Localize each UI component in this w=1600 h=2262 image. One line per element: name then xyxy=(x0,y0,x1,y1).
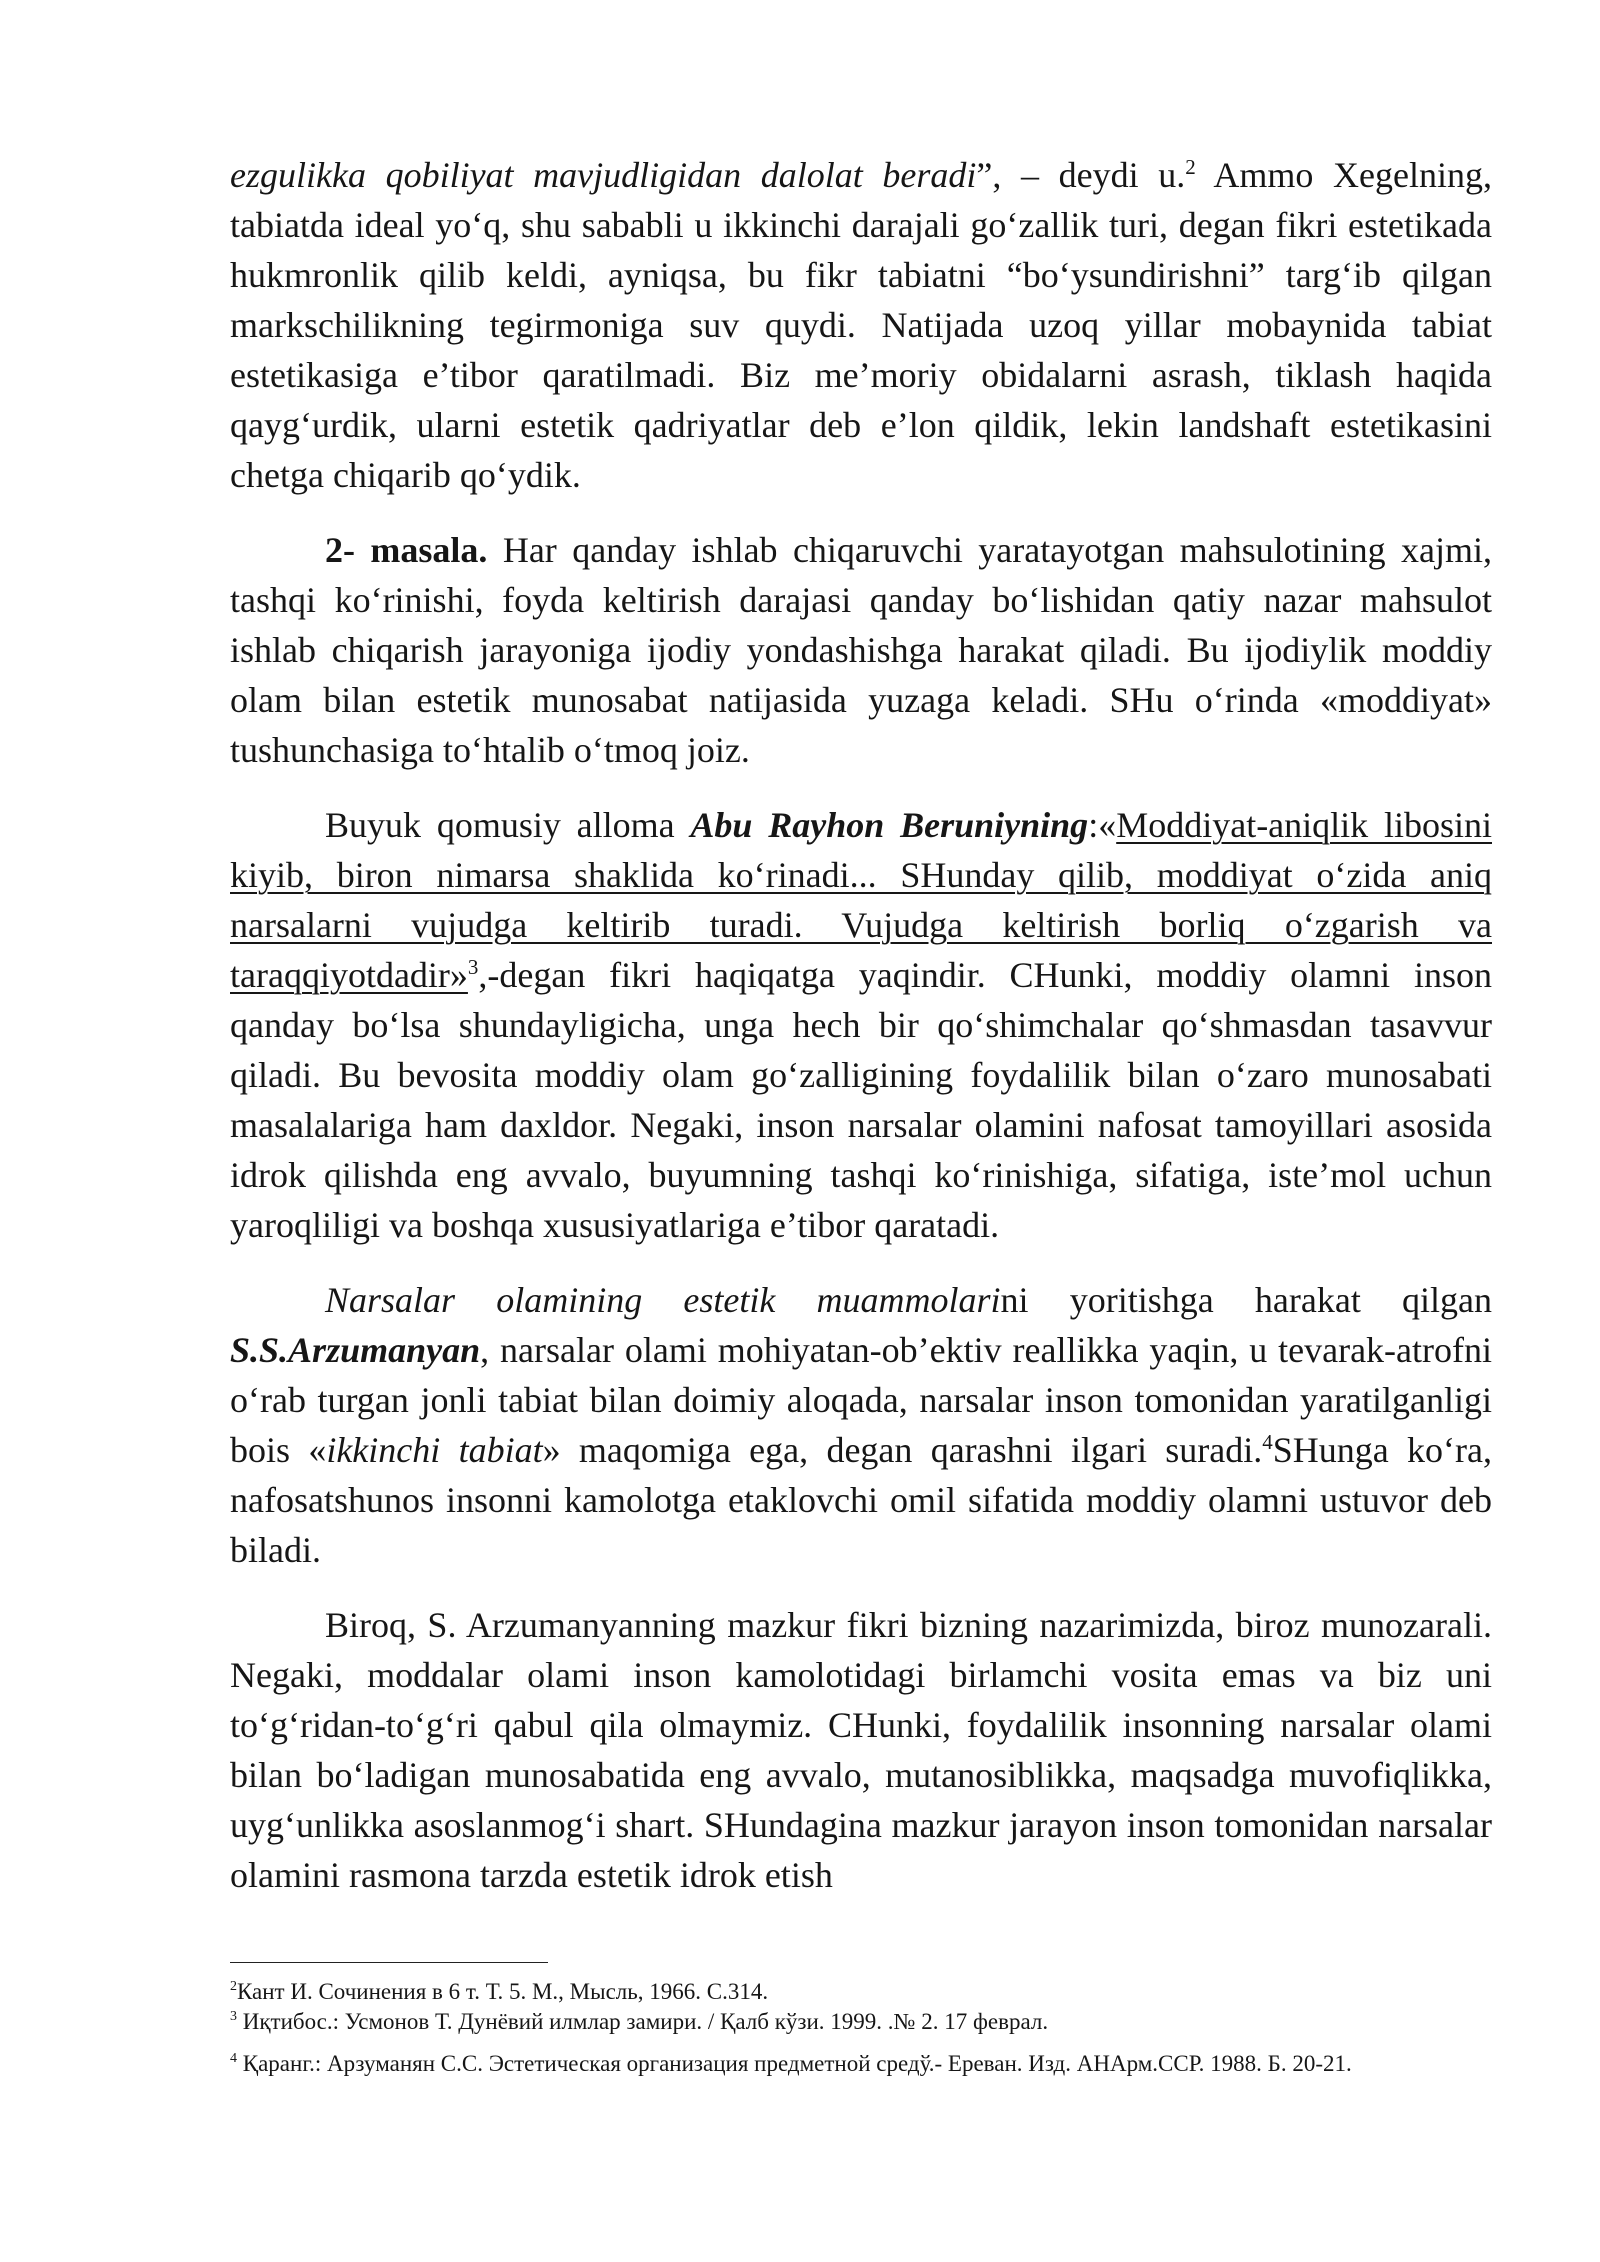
footnote-4 xyxy=(230,2049,1492,2079)
footnote-separator xyxy=(230,1962,548,1963)
paragraph-text: ”, – deydi u. xyxy=(976,155,1186,195)
paragraph-5: Biroq, S. Arzumanyanning mazkur fikri bizning nazarimizda, biroz munozarali. Negaki, moddalar olami inson kamolotidagi birlamchi vosita emas va biz uni to‘g‘ridan-to‘g‘ri qabul qila olmaymiz. CHunki, foydalilik insonning narsalar olami bilan bo‘ladigan munosabatida eng avvalo, mutanosiblikka, maqsadga muvofiqlikka, uyg‘unlikka asoslanmog‘i shart. SHundagina mazkur jarayon inson tomonidan narsalar olamini rasmona tarzda estetik idrok etish xyxy=(230,1605,1492,1895)
paragraph-4 xyxy=(230,1275,1492,1575)
paragraph-2 xyxy=(230,525,1492,775)
paragraph-text: ni yoritishga harakat qilgan xyxy=(1000,1280,1492,1320)
paragraph-text: Buyuk qomusiy alloma xyxy=(325,805,691,845)
paragraph-text: Ammo Xegelning, tabiatda ideal yo‘q, shu sababli u ikkinchi darajali go‘zallik turi, degan fikri estetikada hukmronlik qilib keldi, ayniqsa, bu fikr tabiatni “bo‘ysundirishni” targ‘ib qilgan markschilikning tegirmoniga suv quydi. Natijada uzoq yillar mobaynida tabiat estetikasiga e’tibor qaratilmadi. Biz me’moriy obidalarni asrash, tiklash haqida qayg‘urdik, ularni estetik qadriyatlar deb e’lon qildik, lekin landshaft estetikasini chetga chiqarib qo‘ydik. xyxy=(230,155,1492,495)
italic-term: ikkinchi tabiat xyxy=(326,1430,543,1470)
paragraph-1 xyxy=(230,150,1492,500)
paragraph-3 xyxy=(230,800,1492,1250)
footnotes xyxy=(230,1977,1492,2079)
footnote-text: Кант И. Сочинения в 6 т. Т. 5. М., Мысль, 1966. С.314. xyxy=(237,1979,769,2004)
issue-heading: 2- masala. xyxy=(325,530,488,570)
footnote-ref-4: 4 xyxy=(1262,1430,1273,1454)
footnote-text: Қаранг.: Арзуманян С.С. Эстетическая организация предметной средў.- Ереван. Изд. АНАрм.ССР. 1988. Б. 20-21. xyxy=(237,2051,1352,2076)
underlined-quote: Moddiyat-aniqlik libosini kiyib, biron nimarsa shaklida ko‘rinadi... SHunday qilib, moddiyat o‘zida aniq narsalarni vujudga keltirib turadi. Vujudga keltirish borliq o‘zgarish va taraqqiyotdadir» xyxy=(230,805,1492,995)
paragraph-text: :« xyxy=(1088,805,1117,845)
author-name: S.S.Arzumanyan xyxy=(230,1330,481,1370)
author-name: Abu Rayhon Beruniyning xyxy=(690,805,1089,845)
footnote-ref-3: 3 xyxy=(467,955,479,979)
italic-quote: ezgulikka qobiliyat mavjudligidan dalolat beradi xyxy=(230,155,977,195)
footnote-number: 3 xyxy=(230,2009,237,2024)
footnote-ref-2: 2 xyxy=(1185,155,1196,179)
paragraph-text: SHunga ko‘ra, nafosatshunos insonni kamolotga etaklovchi omil sifatida moddiy olamni ustuvor deb biladi. xyxy=(230,1430,1492,1570)
footnote-number: 4 xyxy=(230,2051,237,2066)
footnote-text: Иқтибос.: Усмонов Т. Дунёвий илмлар замири. / Қалб кўзи. 1999. .№ 2. 17 феврал. xyxy=(237,2009,1049,2034)
footnote-3 xyxy=(230,2007,1492,2037)
paragraph-text: ,-degan fikri haqiqatga yaqindir. CHunki, moddiy olamni inson qanday bo‘lsa shundayligicha, unga hech bir qo‘shimchalar qo‘shmasdan tasavvur qiladi. Bu bevosita moddiy olam go‘zalligining foydalilik bilan o‘zaro munosabati masalalariga ham daxldor. Negaki, inson narsalar olamini nafosat tamoyillari asosida idrok qilishda eng avvalo, buyumning tashqi ko‘rinishiga, sifatiga, iste’mol uchun yaroqliligi va boshqa xususiyatlariga e’tibor qaratadi. xyxy=(230,955,1492,1245)
body-text xyxy=(230,150,1492,1925)
footnote-number: 2 xyxy=(230,1979,237,1994)
paragraph-text: » maqomiga ega, degan qarashni ilgari suradi. xyxy=(542,1430,1263,1470)
paragraph-text: Har qanday ishlab chiqaruvchi yaratayotgan mahsulotining xajmi, tashqi ko‘rinishi, foyda keltirish darajasi qanday bo‘lishidan qatiy nazar mahsulot ishlab chiqarish jarayoniga ijodiy yondashishga harakat qiladi. Bu ijodiylik moddiy olam bilan estetik munosabat natijasida yuzaga keladi. SHu o‘rinda «moddiyat» tushunchasiga to‘htalib o‘tmoq joiz. xyxy=(230,530,1492,770)
paragraph-text: , narsalar olami mohiyatan-ob’ektiv reallikka yaqin, u tevarak-atrofni o‘rab turgan jonli tabiat bilan doimiy aloqada, narsalar inson tomonidan yaratilganligi bois « xyxy=(230,1330,1492,1470)
footnote-2 xyxy=(230,1977,1492,2007)
italic-phrase: Narsalar olamining estetik muammolari xyxy=(325,1280,1001,1320)
